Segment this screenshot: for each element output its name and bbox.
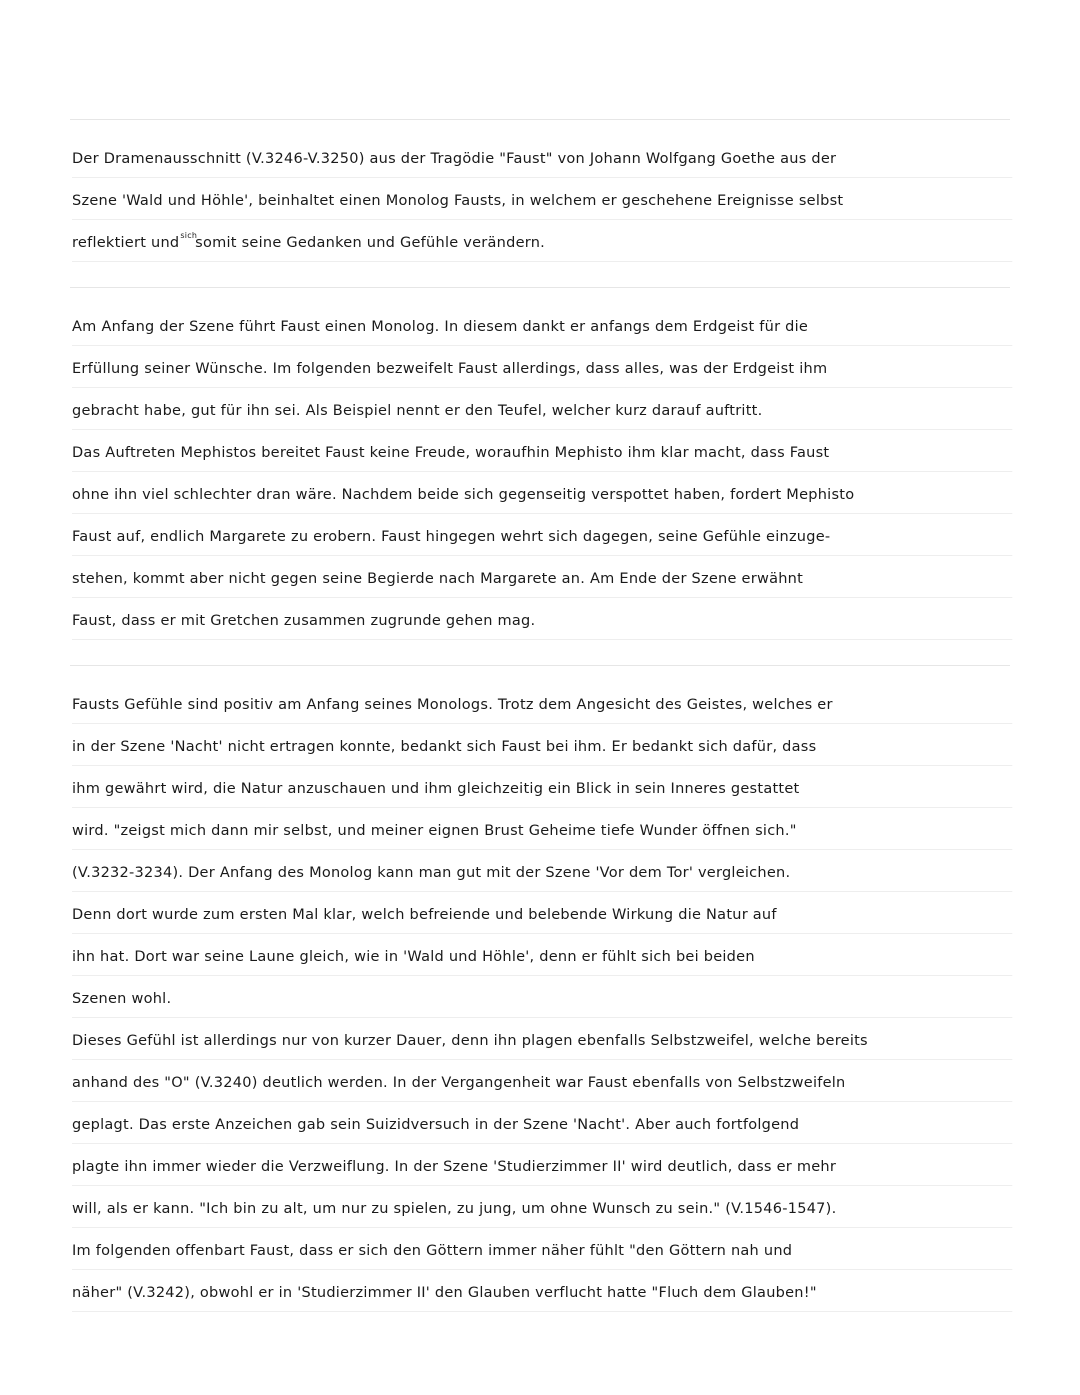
text-line: Am Anfang der Szene führt Faust einen Monolog. In diesem dankt er anfangs dem Erdgeist für die bbox=[72, 304, 1012, 346]
text-line: (V.3232-3234). Der Anfang des Monolog kann man gut mit der Szene 'Vor dem Tor' vergleichen. bbox=[72, 850, 1012, 892]
paragraph-intro bbox=[72, 136, 1017, 262]
text-line: will, als er kann. "Ich bin zu alt, um nur zu spielen, zu jung, um ohne Wunsch zu sein." (V.1546-1547). bbox=[72, 1186, 1012, 1228]
text-line: wird. "zeigst mich dann mir selbst, und meiner eignen Brust Geheime tiefe Wunder öffnen sich." bbox=[72, 808, 1012, 850]
text-line: Denn dort wurde zum ersten Mal klar, welch befreiende und belebende Wirkung die Natur auf bbox=[72, 892, 1012, 934]
ruled-line bbox=[70, 287, 1010, 288]
text-line: plagte ihn immer wieder die Verzweiflung. In der Szene 'Studierzimmer II' wird deutlich, dass er mehr bbox=[72, 1144, 1012, 1186]
text-line: ihn hat. Dort war seine Laune gleich, wie in 'Wald und Höhle', denn er fühlt sich bei beiden bbox=[72, 934, 1012, 976]
text-line: Das Auftreten Mephistos bereitet Faust keine Freude, woraufhin Mephisto ihm klar macht, dass Faust bbox=[72, 430, 1012, 472]
text-line: Fausts Gefühle sind positiv am Anfang seines Monologs. Trotz dem Angesicht des Geistes, welches er bbox=[72, 682, 1012, 724]
text-line: ihm gewährt wird, die Natur anzuschauen und ihm gleichzeitig ein Blick in sein Inneres gestattet bbox=[72, 766, 1012, 808]
text-line: Faust, dass er mit Gretchen zusammen zugrunde gehen mag. bbox=[72, 598, 1012, 640]
text-line: in der Szene 'Nacht' nicht ertragen konnte, bedankt sich Faust bei ihm. Er bedankt sich dafür, dass bbox=[72, 724, 1012, 766]
text-line: Szenen wohl. bbox=[72, 976, 1012, 1018]
text-line: gebracht habe, gut für ihn sei. Als Beispiel nennt er den Teufel, welcher kurz darauf auftritt. bbox=[72, 388, 1012, 430]
insertion-mark: sich bbox=[180, 231, 198, 240]
text-line: Szene 'Wald und Höhle', beinhaltet einen Monolog Fausts, in welchem er geschehene Ereignisse selbst bbox=[72, 178, 1012, 220]
text-line: Faust auf, endlich Margarete zu erobern. Faust hingegen wehrt sich dagegen, seine Gefühle einzuge- bbox=[72, 514, 1012, 556]
text-line: stehen, kommt aber nicht gegen seine Begierde nach Margarete an. Am Ende der Szene erwähnt bbox=[72, 556, 1012, 598]
ruled-line bbox=[70, 665, 1010, 666]
text-line: Erfüllung seiner Wünsche. Im folgenden bezweifelt Faust allerdings, dass alles, was der Erdgeist ihm bbox=[72, 346, 1012, 388]
text-line: Dieses Gefühl ist allerdings nur von kurzer Dauer, denn ihn plagen ebenfalls Selbstzweifel, welche bereits bbox=[72, 1018, 1012, 1060]
text-line: reflektiert undsichsomit seine Gedanken und Gefühle verändern. bbox=[72, 220, 1012, 262]
paragraph-summary bbox=[72, 304, 1017, 640]
paragraph-analysis bbox=[72, 682, 1017, 1312]
ruled-line bbox=[70, 119, 1010, 120]
text-line: ohne ihn viel schlechter dran wäre. Nachdem beide sich gegenseitig verspottet haben, fordert Mephisto bbox=[72, 472, 1012, 514]
text-line: Im folgenden offenbart Faust, dass er sich den Göttern immer näher fühlt "den Göttern nah und bbox=[72, 1228, 1012, 1270]
text-line: Der Dramenausschnitt (V.3246-V.3250) aus der Tragödie "Faust" von Johann Wolfgang Goethe aus der bbox=[72, 136, 1012, 178]
text-line: anhand des "O" (V.3240) deutlich werden. In der Vergangenheit war Faust ebenfalls von Selbstzweifeln bbox=[72, 1060, 1012, 1102]
text-line: näher" (V.3242), obwohl er in 'Studierzimmer II' den Glauben verflucht hatte "Fluch dem Glauben!" bbox=[72, 1270, 1012, 1312]
text-line: geplagt. Das erste Anzeichen gab sein Suizidversuch in der Szene 'Nacht'. Aber auch fortfolgend bbox=[72, 1102, 1012, 1144]
